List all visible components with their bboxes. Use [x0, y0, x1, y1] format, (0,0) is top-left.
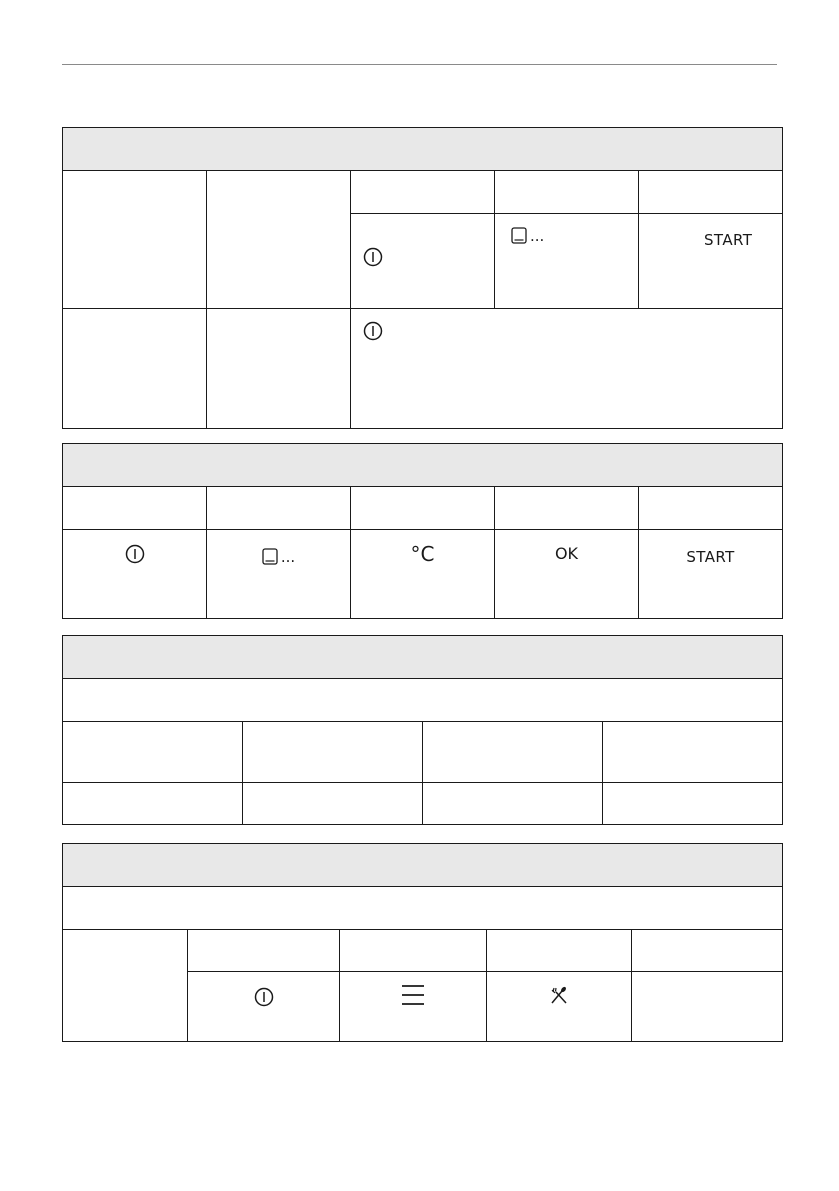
ellipsis: ...	[530, 226, 545, 245]
table-1-cell	[63, 171, 207, 309]
table-3-cell	[423, 722, 603, 783]
table-3-cell	[603, 783, 783, 825]
table-2-header	[63, 444, 783, 487]
table-2-cell	[63, 487, 207, 530]
power-icon	[363, 247, 383, 267]
table-1-cell	[639, 171, 783, 214]
table-1-cell-power-wide	[351, 309, 783, 429]
table-4	[62, 843, 783, 1042]
table-3-cell	[243, 783, 423, 825]
table-2-cell-ok	[495, 530, 639, 619]
page-header-rule	[62, 64, 777, 65]
oven-icon	[511, 227, 527, 244]
table-4-cell	[340, 930, 487, 972]
table-3	[62, 635, 783, 825]
cutlery-icon	[549, 986, 569, 1006]
table-4-cell-power	[188, 972, 340, 1042]
menu-icon	[401, 984, 425, 1006]
table-1-cell	[351, 171, 495, 214]
table-4-cell	[632, 930, 783, 972]
table-2-cell-start	[639, 530, 783, 619]
table-3-cell	[243, 722, 423, 783]
table-3-header	[63, 636, 783, 679]
table-3-cell	[423, 783, 603, 825]
power-icon	[125, 544, 145, 564]
table-4-cell	[632, 972, 783, 1042]
table-3-row	[63, 679, 783, 722]
table-4-header	[63, 844, 783, 887]
table-4-cell	[63, 930, 188, 1042]
table-3-cell	[63, 722, 243, 783]
table-2-cell-oven-function	[207, 530, 351, 619]
table-1	[62, 127, 783, 429]
table-1-cell	[207, 309, 351, 429]
table-1-cell-start	[639, 214, 783, 309]
table-2-cell	[639, 487, 783, 530]
table-4-cell-cutlery	[487, 972, 632, 1042]
start-label: START	[686, 548, 735, 566]
celsius-symbol: °C	[410, 542, 435, 566]
table-1-cell	[63, 309, 207, 429]
table-1-cell-power	[351, 214, 495, 309]
table-1-cell-oven-function	[495, 214, 639, 309]
table-3-cell	[63, 783, 243, 825]
power-icon	[363, 321, 383, 341]
table-2	[62, 443, 783, 619]
start-label: START	[704, 231, 753, 249]
table-4-cell	[188, 930, 340, 972]
ellipsis: ...	[280, 547, 296, 566]
ok-label: OK	[554, 544, 579, 563]
table-3-cell	[603, 722, 783, 783]
oven-icon	[262, 548, 278, 565]
power-icon	[254, 987, 274, 1007]
table-1-cell	[207, 171, 351, 309]
table-4-cell	[487, 930, 632, 972]
table-2-cell	[351, 487, 495, 530]
table-1-header	[63, 128, 783, 171]
table-1-cell	[495, 171, 639, 214]
table-2-cell	[207, 487, 351, 530]
table-2-cell-power	[63, 530, 207, 619]
table-4-row	[63, 887, 783, 930]
table-4-cell-menu	[340, 972, 487, 1042]
table-2-cell-temperature	[351, 530, 495, 619]
table-2-cell	[495, 487, 639, 530]
